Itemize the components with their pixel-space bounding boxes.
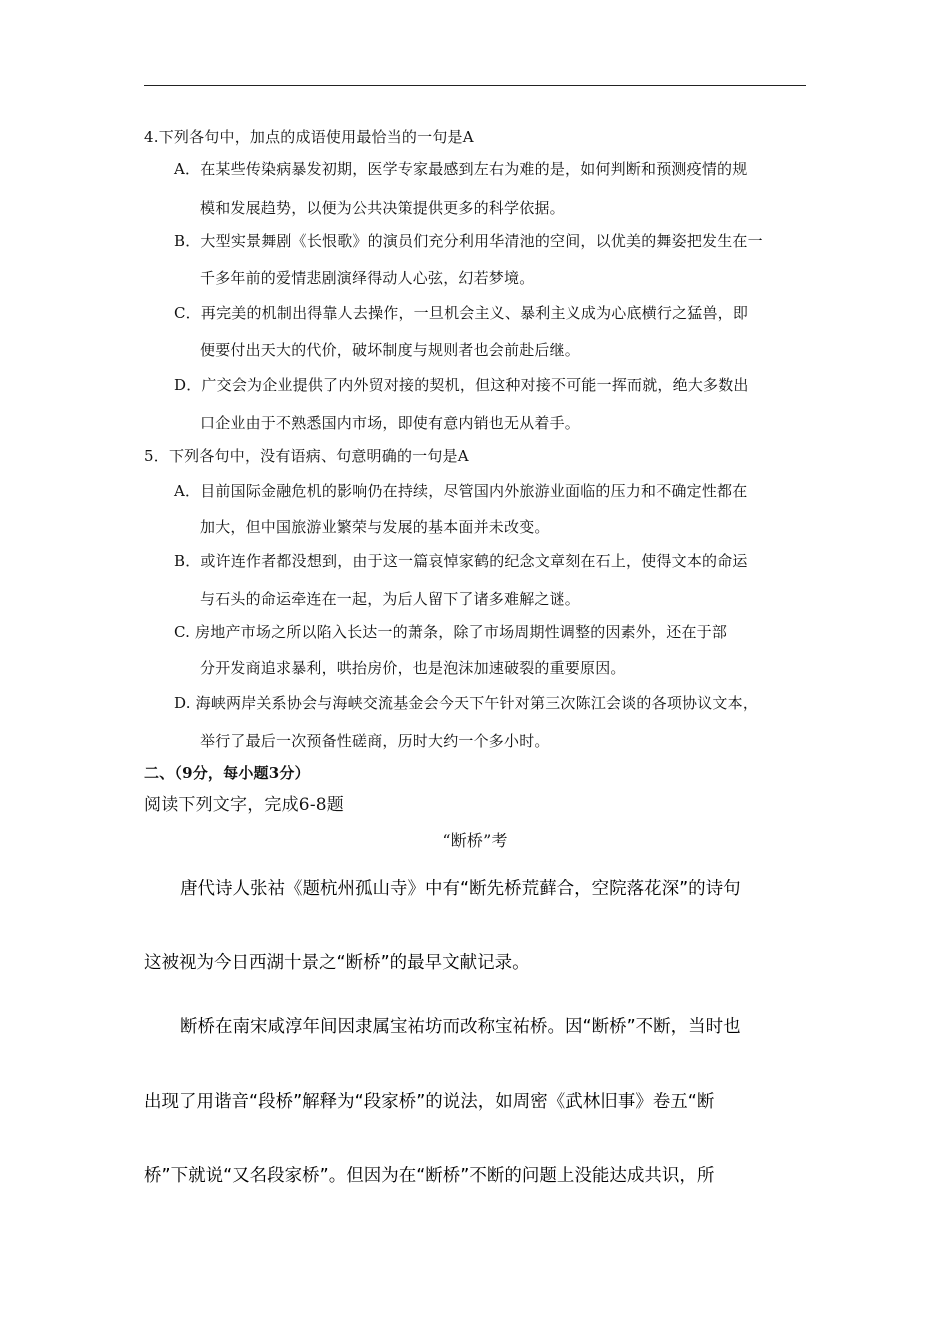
q5-option-c-line1: C. 房地产市场之所以陷入长达一的萧条，除了市场周期性调整的因素外，还在于部 (174, 623, 728, 641)
q5-option-d-line2: 举行了最后一次预备性磋商，历时大约一个多小时。 (200, 732, 550, 750)
q5-option-c-line2: 分开发商追求暴利，哄抬房价，也是泡沫加速破裂的重要原因。 (200, 659, 626, 677)
article-line-3: 断桥在南宋咸淳年间因隶属宝祐坊而改称宝祐桥。因“断桥”不断，当时也 (180, 1017, 741, 1037)
q5-option-b-line2: 与石头的命运牵连在一起，为后人留下了诸多难解之谜。 (200, 590, 581, 608)
q4-option-b-line1: B．大型实景舞剧《长恨歌》的演员们充分利用华清池的空间，以优美的舞姿把发生在一 (174, 232, 763, 250)
q5-option-a-line2: 加大，但中国旅游业繁荣与发展的基本面并未改变。 (200, 518, 550, 536)
q5-option-a-line1: A．目前国际金融危机的影响仍在持续，尽管国内外旅游业面临的压力和不确定性都在 (174, 482, 748, 500)
q4-option-c-line1: C．再完美的机制出得靠人去操作，一旦机会主义、暴利主义成为心底横行之猛兽，即 (174, 304, 749, 322)
article-line-5: 桥”下就说“又名段家桥”。但因为在“断桥”不断的问题上没能达成共识，所 (144, 1166, 715, 1186)
q5-option-d-line1: D. 海峡两岸关系协会与海峡交流基金会今天下午针对第三次陈江会谈的各项协议文本， (174, 694, 759, 712)
article-line-4: 出现了用谐音“段桥”解释为“段家桥”的说法，如周密《武林旧事》卷五“断 (144, 1092, 715, 1112)
article-title: “断桥”考 (442, 831, 508, 850)
q4-option-d-line1: D．广交会为企业提供了内外贸对接的契机，但这种对接不可能一挥而就，绝大多数出 (174, 376, 749, 394)
header-rule (144, 85, 806, 86)
q4-option-a-line1: A．在某些传染病暴发初期，医学专家最感到左右为难的是，如何判断和预测疫情的规 (174, 160, 748, 178)
article-line-1: 唐代诗人张祜《题杭州孤山寺》中有“断先桥荒藓合，空院落花深”的诗句 (180, 879, 741, 899)
question-4-stem: 4.下列各句中，加点的成语使用最恰当的一句是A (144, 128, 474, 146)
q4-option-c-line2: 便要付出天大的代价，破坏制度与规则者也会前赴后继。 (200, 341, 581, 359)
section-2-instructions: 阅读下列文字，完成6-8题 (144, 795, 344, 815)
article-line-2: 这被视为今日西湖十景之“断桥”的最早文献记录。 (144, 953, 530, 973)
q4-option-b-line2: 千多年前的爱情悲剧演绎得动人心弦，幻若梦境。 (200, 269, 535, 287)
section-2-heading: 二、（9分，每小题3分） (144, 764, 310, 782)
q5-option-b-line1: B．或许连作者都没想到，由于这一篇哀悼家鹤的纪念文章刻在石上，使得文本的命运 (174, 552, 748, 570)
question-5-stem: 5．下列各句中，没有语病、句意明确的一句是A (144, 447, 469, 465)
q4-option-a-line2: 模和发展趋势，以便为公共决策提供更多的科学依据。 (200, 199, 565, 217)
q4-option-d-line2: 口企业由于不熟悉国内市场，即使有意内销也无从着手。 (200, 414, 581, 432)
